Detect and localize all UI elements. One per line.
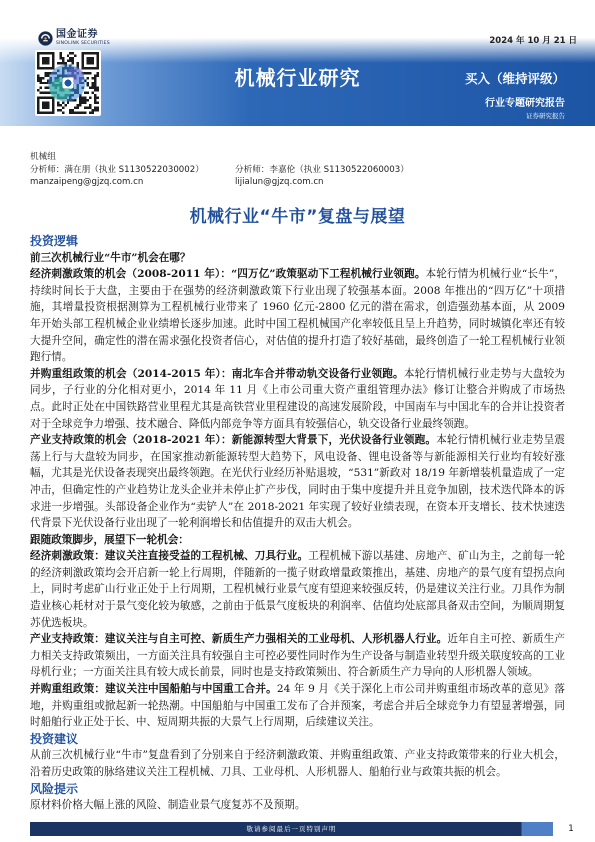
sinolink-logo-icon — [38, 31, 53, 46]
brand-name-cn: 国金证券 — [56, 28, 98, 40]
paragraph-lead: 产业支持政策的机会（2018-2021 年）：新能源转型大背景下，光伏设备行业领跑。 — [30, 434, 437, 447]
paragraph-lead: 并购重组政策的机会（2014-2015 年）：南北车合并带动轨交设备行业领跑。 — [30, 367, 404, 380]
research-group — [30, 151, 565, 164]
paragraph-text: 本轮行情为机械行业“长牛”，持续时间长于大盘，主要由于在强势的经济刺激政策下行业出现了较强基本面。2008 年推出的“四万亿”十项措施，其增量投资根据测算为工程机械行业带来了 1960 亿元-2800 亿元的潜在需求，创造强劲基本面，从 2009 年开始头部工程机械企业业绩增长逐步加速。此时中国工程机械国产化率较低且呈上升趋势，同时城镇化率还有较大提升空间，确定性的潜在需求强化投资者信心，对估值的提升打造了较好基础，最终创造了一轮工程机械行业领跑行情。 — [30, 268, 565, 364]
analyst-2-name: 分析师：李嘉伦（执业 S1130522060003） — [235, 164, 409, 175]
paragraph-next-3 — [30, 681, 565, 731]
paragraph-text: 近年自主可控、新质生产力相关支持政策频出，一方面关注具有较强自主可控必要性同时作为生产设备与制造业转型升级关联度较高的工业母机行业；一方面关注具有较大成长前景，同时也是支持政策频出、符合新质生产力导向的人形机器人领域。 — [30, 633, 565, 679]
paragraph-lead: 经济刺激政策：建议关注直接受益的工程机械、刀具行业。 — [30, 550, 309, 563]
paragraph-past-3 — [30, 432, 565, 532]
report-category: 证券研究报告 — [526, 112, 565, 120]
analyst-row — [30, 164, 565, 177]
paragraph-lead: 经济刺激政策的机会（2008-2011 年）：“四万亿”政策驱动下工程机械行业领跑。 — [30, 268, 426, 281]
analyst-1-name: 分析师：满在朋（执业 S1130522030002） — [30, 164, 204, 175]
section-heading-risk: 风险提示 — [30, 781, 79, 796]
page-number: 1 — [568, 824, 574, 834]
paragraph-risk: 原材料价格大幅上涨的风险、制造业景气度复苏不及预期。 — [30, 799, 306, 812]
analyst-2-email: lijialun@gjzq.com.cn — [235, 177, 324, 188]
footer-disclaimer: 敬请参阅最后一页特别声明 — [246, 825, 337, 833]
report-body — [30, 233, 565, 815]
report-header — [0, 0, 595, 126]
paragraph-past-1 — [30, 266, 565, 366]
brand-name — [56, 30, 110, 47]
report-title: 机械行业“牛市”复盘与展望 — [189, 207, 406, 227]
paragraph-next-2 — [30, 631, 565, 681]
research-group-label: 机械组 — [30, 152, 56, 162]
brand-logo — [38, 28, 110, 48]
footer-bar — [30, 822, 553, 836]
report-industry-title: 机械行业研究 — [234, 66, 361, 90]
paragraph-text: 本轮行情机械行业走势呈震荡上行与大盘较为同步，在国家推动新能源转型大趋势下，风电设备、锂电设备等与新能源相关行业均有较好涨幅，尤其是光伏设备表现突出最终领跑。在光伏行业经历补贴退坡，“531”新政对 18/19 年新增装机量造成了一定冲击，但确定性的产业趋势让龙头企业并未停止扩产步伐，同时由于集中度提升并且竞争加剧，技术迭代降本的诉求进一步增强。头部设备企业作为“卖铲人”在 2018-2021 年实现了较好业绩表现，在资本开支增长、技术快速迭代背景下光伏设备行业出现了一轮利润增长和估值提升的双击大机会。 — [30, 434, 565, 530]
email-row — [30, 176, 565, 189]
paragraph-text: 工程机械下游以基建、房地产、矿山为主，之前每一轮的经济刺激政策均会开启新一轮上行周期，伴随新的一揽子财政增量政策推出，基建、房地产的景气度有望拐点向上，同时考虑矿山行业正处于上行周期，工程机械行业景气度有望迎来较强反转，仍是建议关注行业。刀具作为制造业核心耗材对于景气变化较为敏感，之前由于低景气度板块的利润率、估值均处底部具备双击空间，为顺周期复苏优选板块。 — [30, 550, 565, 629]
rating-badge: 买入（维持评级） — [464, 71, 565, 86]
report-date: 2024 年 10 月 21 日 — [489, 36, 577, 46]
subheading-past-opportunities: 前三次机械行业“牛市”机会在哪？ — [30, 251, 191, 264]
author-block — [30, 151, 565, 189]
paragraph-text: 本轮行情机械行业走势与大盘较为同步，子行业的分化相对更小，2014 年 11 月《上市公司重大资产重组管理办法》修订让整合并购成了市场热点。此时正处在中国铁路营业里程尤其是高铁营业里程建设的高速发展阶段，中国南车与中国北车的合并让投资者对于全球竞争力增强、技术融合、降低内部竞争等方面具有较强信心，轨交设备行业最终领跑。 — [30, 367, 565, 430]
paragraph-next-1 — [30, 548, 565, 631]
paragraph-past-2 — [30, 366, 565, 432]
brand-name-en: SINOLINK SECURITIES — [56, 40, 110, 46]
report-type: 行业专题研究报告 — [485, 98, 565, 109]
subheading-next-opportunities: 跟随政策脚步，展望下一轮机会： — [30, 533, 189, 546]
analyst-1-email: manzaipeng@gjzq.com.cn — [30, 177, 144, 188]
paragraph-investment-advice: 从前三次机械行业“牛市”复盘看到了分别来自于经济刺激政策、并购重组政策、产业支持政策带来的行业大机会，沿着历史政策的脉络建议关注工程机械、刀具、工业母机、人形机器人、船舶行业与政策共振的机会。 — [30, 749, 565, 778]
section-heading-investment-logic: 投资逻辑 — [30, 234, 79, 248]
paragraph-text: 24 年 9 月《关于深化上市公司并购重组市场改革的意见》落地，并购重组或掀起新一轮热潮。中国船舶与中国重工发布了合并预案，考虑合并后全球竞争力有望显著增强，同时船舶行业正处于长、中、短周期共振的大景气上行周期，后续建议关注。 — [30, 683, 565, 729]
paragraph-lead: 产业支持政策：建议关注与自主可控、新质生产力强相关的工业母机、人形机器人行业。 — [30, 633, 448, 646]
paragraph-lead: 并购重组政策：建议关注中国船舶与中国重工合并。 — [30, 683, 277, 696]
section-heading-investment-advice: 投资建议 — [30, 731, 79, 746]
